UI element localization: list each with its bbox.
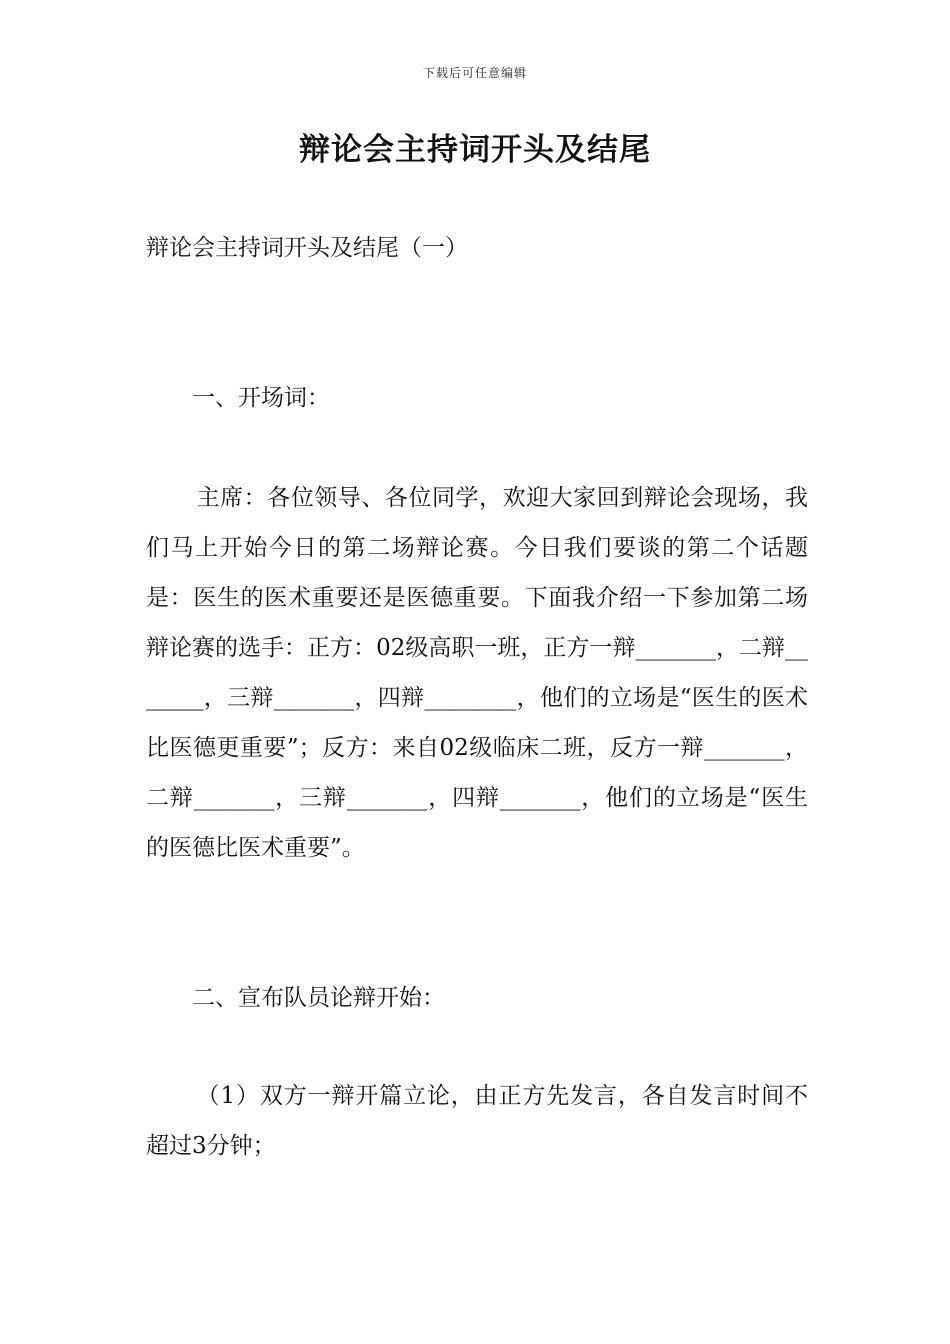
paragraph-opening-speech: 主席：各位领导、各位同学，欢迎大家回到辩论会现场，我们马上开始今日的第二场辩论赛。今日我们要谈的第二个话题是：医生的医术重要还是医德重要。下面我介绍一下参加第二场辩论赛的选手：正方：02级高职一班，正方一辩_______，二辩_______，三辩_______，四辩________，他们的立场是“医生的医术比医德更重要”；反方：来自02级临床二班，反方一辩_______，二辩_______，三辩_______，四辩_______，他们的立场是“医生的医德比医术重要”。 — [146, 485, 808, 861]
section-heading-opening: 一、开场词： — [192, 385, 330, 411]
paragraph-debate-rule-1: （1）双方一辩开篇立论，由正方先发言，各自发言时间不超过3分钟； — [146, 1083, 808, 1159]
document-title: 辩论会主持词开头及结尾 — [299, 132, 651, 168]
document-subtitle: 辩论会主持词开头及结尾（一） — [146, 235, 468, 261]
section-heading-debate-start: 二、宣布队员论辩开始： — [192, 985, 445, 1011]
header-note: 下载后可任意编辑 — [422, 66, 527, 80]
